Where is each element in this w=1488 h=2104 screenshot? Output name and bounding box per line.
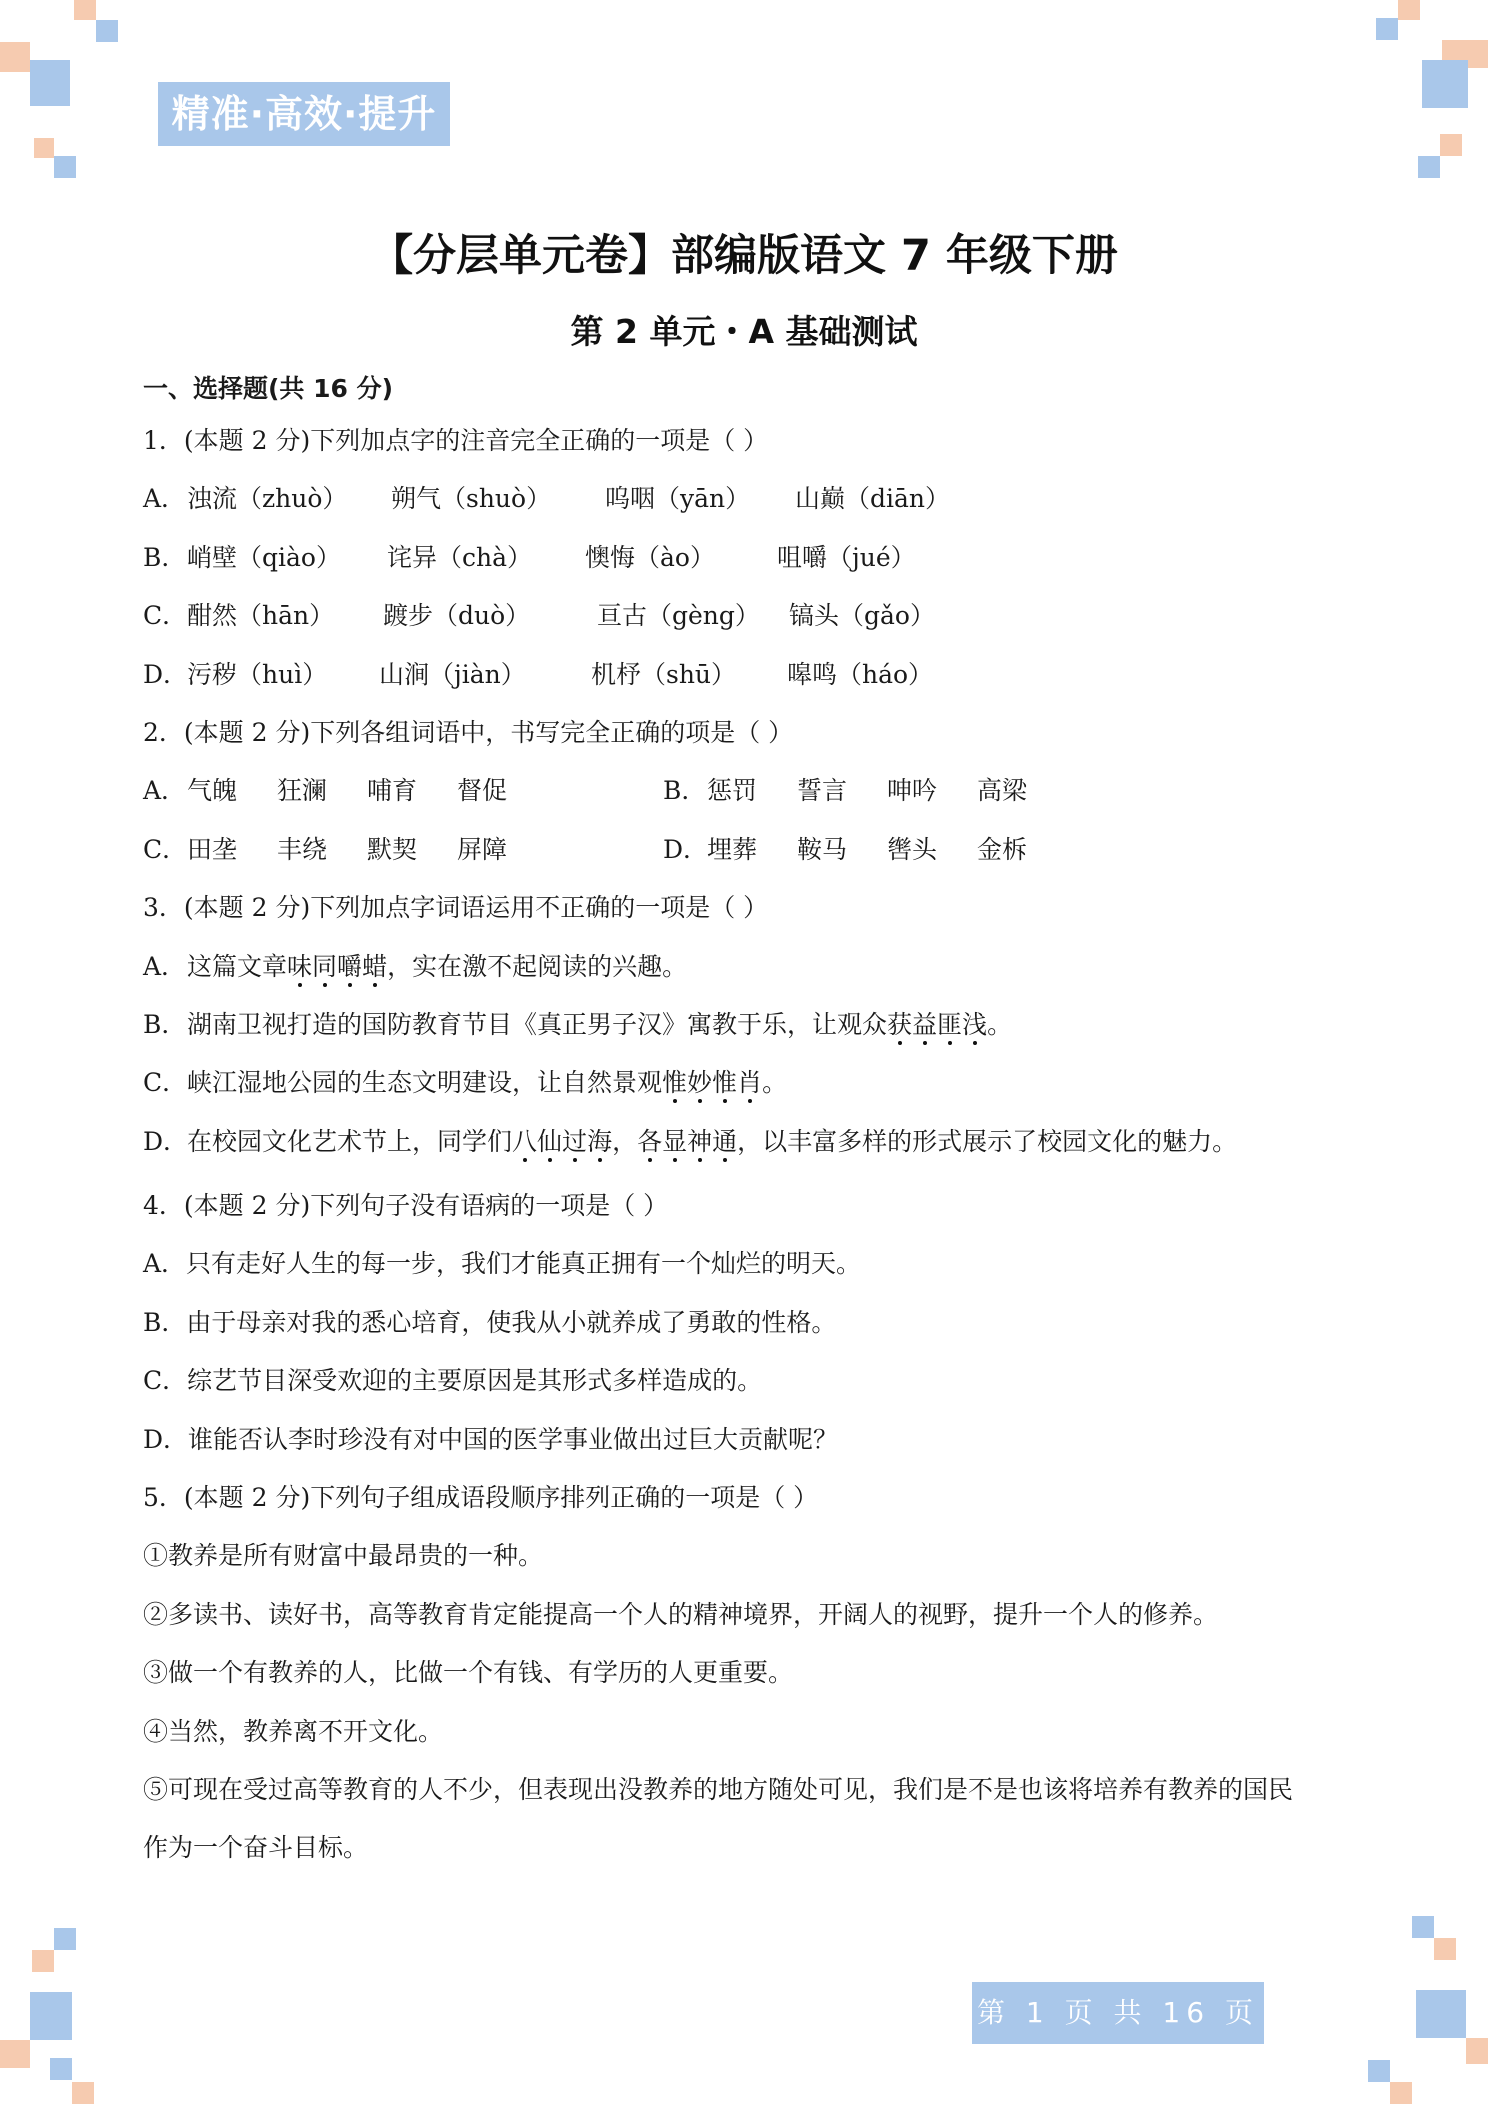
q3-option-a — [143, 938, 1353, 996]
q2-options-row-2 — [143, 821, 1353, 879]
option-item: 镐头（gǎo） — [789, 601, 935, 631]
option-item: 峭壁（qiào） — [187, 542, 341, 572]
q4-option-d: D．谁能否认李时珍没有对中国的医学事业做出过巨大贡献呢？ — [143, 1424, 839, 1454]
option-word: 哺育 — [367, 776, 418, 806]
option-item: 酣然（hān） — [187, 601, 335, 631]
option-item: 踱步（duò） — [383, 601, 531, 631]
q2-option-b — [663, 762, 1183, 820]
option-item: 咀嚼（jué） — [777, 542, 916, 572]
option-letter: C． — [143, 601, 188, 631]
question-2-stem: 2．(本题 2 分)下列各组词语中，书写完全正确的项是（ ） — [143, 717, 794, 747]
option-letter: D． — [143, 659, 189, 689]
q1-option-d — [143, 646, 1353, 704]
option-text: ，实在激不起阅读的兴趣。 — [387, 951, 688, 981]
option-item: 朔气（shuò） — [391, 484, 552, 514]
option-word: 狂澜 — [277, 776, 328, 806]
option-word: 田垄 — [187, 834, 238, 864]
option-word: 埋葬 — [707, 834, 758, 864]
option-word: 呻吟 — [887, 776, 938, 806]
option-word: 鞍马 — [797, 834, 848, 864]
option-text: 。 — [762, 1068, 788, 1098]
option-letter: C． — [143, 834, 188, 864]
question-4-stem: 4．(本题 2 分)下列句子没有语病的一项是（ ） — [143, 1191, 669, 1221]
option-word: 誓言 — [797, 776, 848, 806]
brand-banner: 精准·高效·提升 — [158, 82, 450, 146]
q2-option-a — [143, 762, 663, 820]
dotted-phrase: 获益匪浅 — [887, 1009, 988, 1039]
page-subtitle: 第 2 单元・A 基础测试 — [570, 312, 918, 351]
option-item: 浊流（zhuò） — [187, 484, 348, 514]
q1-option-c — [143, 587, 1353, 645]
dotted-phrase: 惟妙惟肖 — [662, 1068, 763, 1098]
option-text: 峡江湿地公园的生态文明建设，让自然景观 — [187, 1068, 663, 1098]
option-letter: B． — [143, 542, 187, 572]
option-word: 丰绕 — [277, 834, 328, 864]
option-letter: A． — [143, 484, 187, 514]
dotted-phrase: 八仙过海，各显神通 — [512, 1126, 738, 1156]
question-3-stem: 3．(本题 2 分)下列加点字词语运用不正确的一项是（ ） — [143, 893, 769, 923]
option-word: 辔头 — [887, 834, 938, 864]
q5-sentence-5: ⑤可现在受过高等教育的人不少，但表现出没教养的地方随处可见，我们是不是也该将培养有教养的国民 — [143, 1774, 1294, 1804]
q3-option-b — [143, 996, 1353, 1054]
q2-options-row-1 — [143, 762, 1353, 820]
option-word: 金柝 — [977, 834, 1028, 864]
section-heading: 一、选择题(共 16 分) — [143, 374, 394, 403]
q5-sentence-1: ①教养是所有财富中最昂贵的一种。 — [143, 1541, 544, 1571]
option-letter: D． — [143, 1126, 189, 1156]
option-text: 这篇文章 — [187, 951, 288, 981]
q5-sentence-4: ④当然，教养离不开文化。 — [143, 1716, 444, 1746]
option-text: ，以丰富多样的形式展示了校园文化的魅力。 — [737, 1126, 1238, 1156]
option-item: 诧异（chà） — [387, 542, 533, 572]
option-text: 在校园文化艺术节上，同学们 — [187, 1126, 513, 1156]
q1-option-b — [143, 529, 1353, 587]
q3-option-d — [143, 1113, 1353, 1171]
option-text: 。 — [987, 1009, 1013, 1039]
q2-option-c — [143, 821, 663, 879]
question-1-stem: 1．(本题 2 分)下列加点字的注音完全正确的一项是（ ） — [143, 426, 769, 455]
q3-option-c — [143, 1054, 1353, 1112]
option-item: 机杼（shū） — [591, 659, 737, 689]
option-word: 惩罚 — [707, 776, 758, 806]
option-letter: C． — [143, 1068, 188, 1098]
page-number: 第 1 页 共 16 页 — [972, 1982, 1264, 2044]
option-item: 山涧（jiàn） — [379, 659, 526, 689]
dotted-phrase: 味同嚼蜡 — [287, 951, 388, 981]
option-letter: D． — [663, 834, 709, 864]
q4-option-c: C．综艺节目深受欢迎的主要原因是其形式多样造成的。 — [143, 1366, 763, 1396]
option-item: 山巅（diān） — [795, 484, 951, 514]
option-word: 默契 — [367, 834, 418, 864]
option-text: 湖南卫视打造的国防教育节目《真正男子汉》寓教于乐，让观众 — [187, 1009, 888, 1039]
option-item: 懊悔（ào） — [585, 542, 715, 572]
option-word: 气魄 — [187, 776, 238, 806]
question-5-stem: 5．(本题 2 分)下列句子组成语段顺序排列正确的一项是（ ） — [143, 1483, 819, 1513]
q5-sentence-5-continued: 作为一个奋斗目标。 — [143, 1833, 369, 1863]
option-item: 亘古（gèng） — [597, 601, 760, 631]
q4-option-b: B．由于母亲对我的悉心培育，使我从小就养成了勇敢的性格。 — [143, 1307, 837, 1337]
q1-option-a — [143, 470, 1353, 528]
option-item: 污秽（huì） — [187, 659, 328, 689]
option-letter: A． — [143, 776, 187, 806]
option-item: 嗥鸣（háo） — [787, 659, 934, 689]
option-letter: A． — [143, 951, 187, 981]
option-letter: B． — [143, 1009, 187, 1039]
q5-sentence-3: ③做一个有教养的人，比做一个有钱、有学历的人更重要。 — [143, 1658, 794, 1688]
q2-option-d — [663, 821, 1183, 879]
q4-option-a: A．只有走好人生的每一步，我们才能真正拥有一个灿烂的明天。 — [143, 1249, 862, 1279]
option-letter: B． — [663, 776, 707, 806]
option-word: 屏障 — [457, 834, 508, 864]
option-word: 督促 — [457, 776, 508, 806]
page-title: 【分层单元卷】部编版语文 7 年级下册 — [370, 231, 1118, 281]
option-word: 高梁 — [977, 776, 1028, 806]
option-item: 呜咽（yān） — [605, 484, 751, 514]
exam-content — [143, 366, 1353, 1878]
q5-sentence-2: ②多读书、读好书，高等教育肯定能提高一个人的精神境界，开阔人的视野，提升一个人的修养。 — [143, 1599, 1219, 1629]
